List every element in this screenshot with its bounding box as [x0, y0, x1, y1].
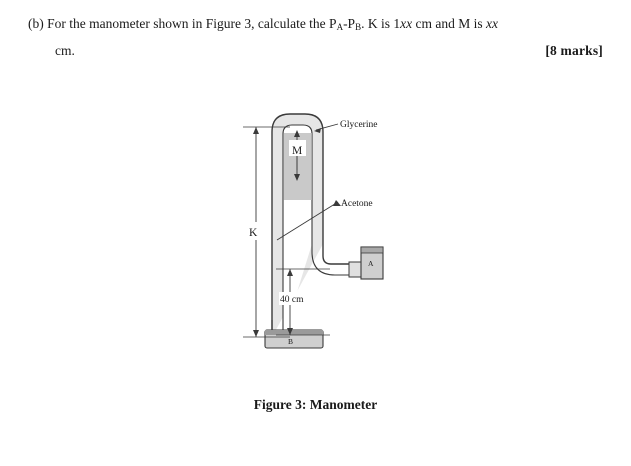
manometer-tube: [272, 114, 363, 340]
subscript-b: B: [355, 22, 362, 32]
question-label: (b): [28, 16, 44, 31]
vessel-a: [361, 247, 383, 279]
question-line-1: [28, 14, 603, 35]
label-acetone: Acetone: [341, 199, 373, 209]
label-point-b: B: [288, 337, 294, 346]
question-text: [28, 14, 603, 62]
manometer-diagram: [0, 92, 631, 382]
label-40cm: 40 cm: [280, 295, 304, 305]
label-glycerine: Glycerine: [340, 120, 378, 130]
variable-xx-first: xx: [400, 16, 413, 31]
variable-xx-second: xx: [485, 16, 498, 31]
figure-caption: Figure 3: Manometer: [253, 397, 378, 412]
label-k: K: [249, 227, 258, 239]
question-line-2: [28, 41, 603, 62]
label-m: M: [292, 145, 303, 157]
question-body-1: For the manometer shown in Figure 3, calculate the P: [47, 16, 337, 31]
question-body-2: . K is 1: [361, 16, 401, 31]
subscript-a: A: [336, 22, 344, 32]
question-body-4: cm.: [55, 42, 75, 58]
question-dash: -P: [343, 16, 356, 31]
vessel-b: [265, 330, 323, 348]
question-body-3: cm and M is: [412, 16, 486, 31]
marks-allocation: [8 marks]: [545, 42, 603, 58]
label-point-a: A: [368, 259, 374, 268]
figure-3-manometer: [0, 92, 631, 382]
